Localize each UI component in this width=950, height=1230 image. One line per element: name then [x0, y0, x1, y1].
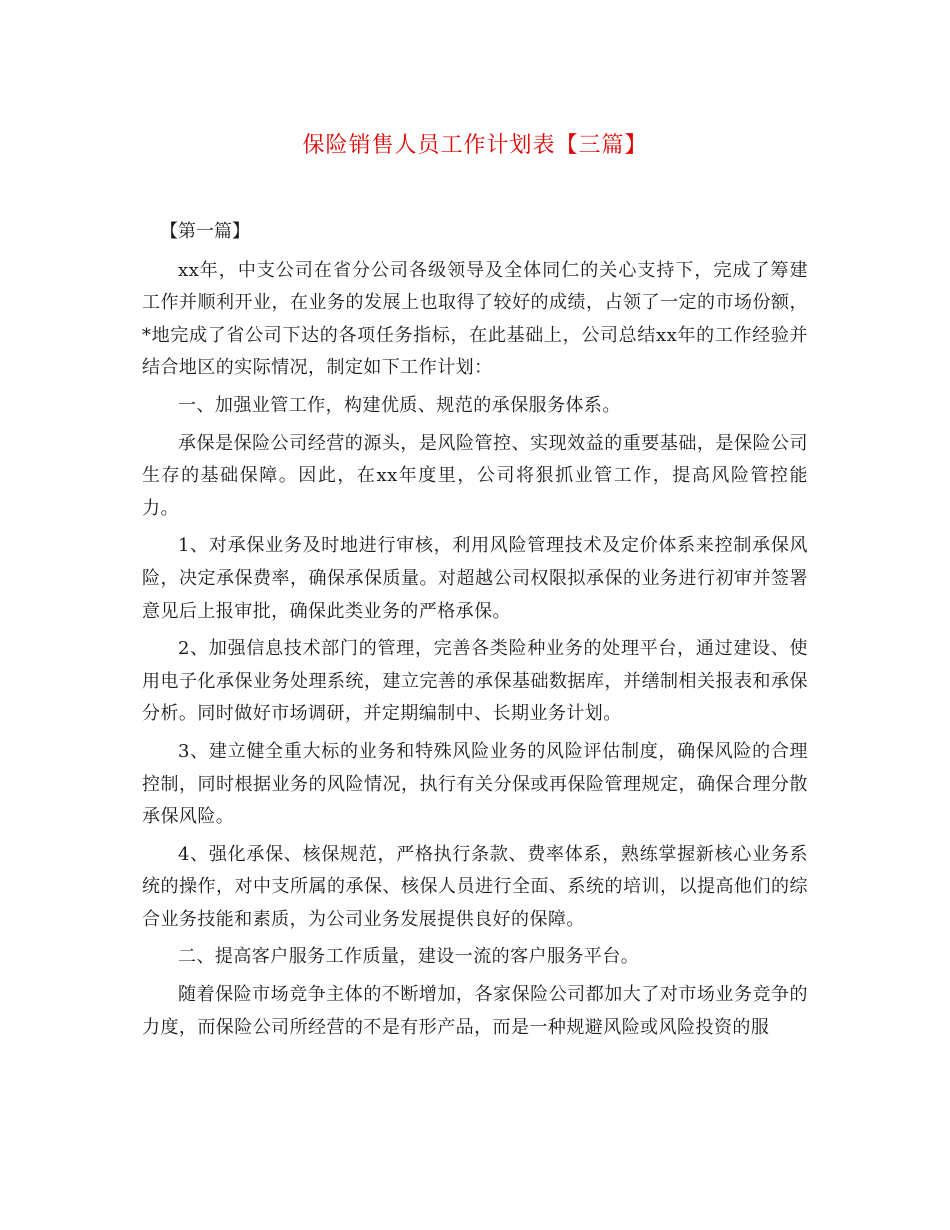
document-body [142, 216, 808, 1049]
paragraph-heading-two: 二、提高客户服务工作质量，建设一流的客户服务平台。 [178, 946, 640, 968]
paragraph-item-4: 4、强化承保、核保规范，严格执行条款、费率体系，熟练掌握新核心业务系统的操作，对中支所属的承保、核保人员进行全面、系统的培训，以提高他们的综合业务技能和素质，为公司业务发展提供良好的保障。 [142, 843, 808, 930]
paragraph-item-3: 3、建立健全重大标的业务和特殊风险业务的风险评估制度，确保风险的合理控制，同时根据业务的风险情况，执行有关分保或再保险管理规定，确保合理分散承保风险。 [142, 740, 808, 828]
document-title: 保险销售人员工作计划表【三篇】 [302, 133, 648, 158]
section-heading: 【第一篇】 [160, 221, 250, 242]
paragraph-underwriting: 承保是保险公司经营的源头，是风险管控、实现效益的重要基础，是保险公司生存的基础保障。因此，在xx年度里，公司将狠抓业管工作，提高风险管控能力。 [142, 432, 808, 519]
paragraph-intro: xx年，中支公司在省分公司各级领导及全体同仁的关心支持下，完成了筹建工作并顺利开业，在业务的发展上也取得了较好的成绩，占领了一定的市场份额，*地完成了省公司下达的各项任务指标，在此基础上，公司总结xx年的工作经验并结合地区的实际情况，制定如下工作计划： [142, 259, 808, 379]
paragraph-customer-service: 随着保险市场竞争主体的不断增加，各家保险公司都加大了对市场业务竞争的力度，而保险公司所经营的不是有形产品，而是一种规避风险或风险投资的服 [142, 984, 808, 1038]
paragraph-item-1: 1、对承保业务及时地进行审核，利用风险管理技术及定价体系来控制承保风险，决定承保费率，确保承保质量。对超越公司权限拟承保的业务进行初审并签署意见后上报审批，确保此类业务的严格承保。 [142, 535, 808, 622]
paragraph-item-2: 2、加强信息技术部门的管理，完善各类险种业务的处理平台，通过建设、使用电子化承保业务处理系统，建立完善的承保基础数据库，并缮制相关报表和承保分析。同时做好市场调研，并定期编制中、长期业务计划。 [142, 638, 808, 725]
paragraph-heading-one: 一、加强业管工作，构建优质、规范的承保服务体系。 [178, 394, 621, 416]
